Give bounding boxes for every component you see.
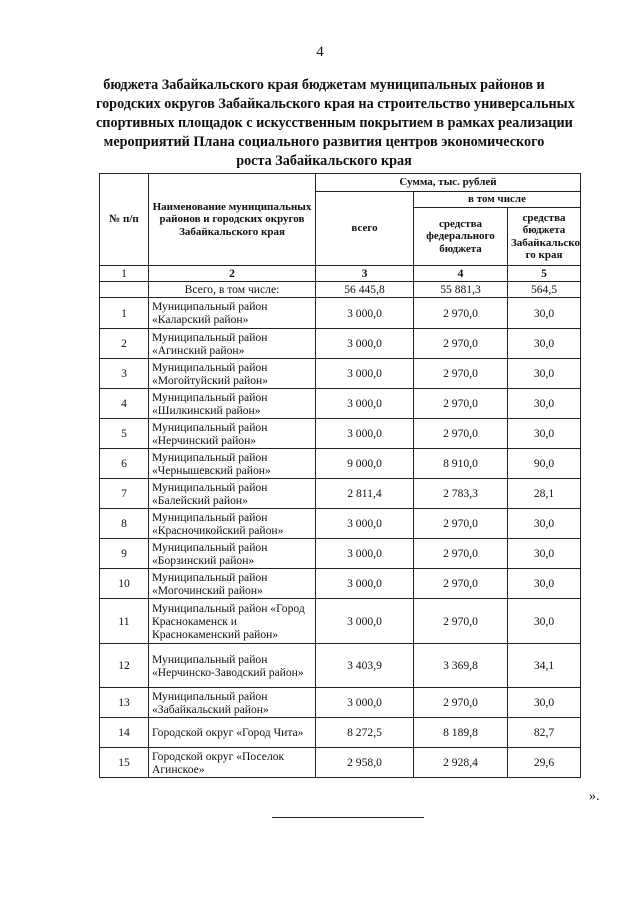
- row-no: 11: [100, 599, 149, 644]
- title-line: мероприятий Плана социального развития центров экономического: [103, 134, 545, 150]
- row-regional: 30,0: [508, 688, 581, 718]
- row-total: 3 000,0: [316, 329, 414, 359]
- row-regional: 30,0: [508, 509, 581, 539]
- row-regional: 30,0: [508, 298, 581, 329]
- column-number: 2: [149, 266, 316, 282]
- row-no: 1: [100, 298, 149, 329]
- row-name: Муниципальный район «Агинский район»: [149, 329, 316, 359]
- total-no-cell: [100, 282, 149, 298]
- row-total: 3 000,0: [316, 389, 414, 419]
- subsidy-table: [99, 173, 581, 778]
- row-total: 2 811,4: [316, 479, 414, 509]
- row-total: 3 000,0: [316, 569, 414, 599]
- row-no: 4: [100, 389, 149, 419]
- row-federal: 2 970,0: [414, 599, 508, 644]
- row-regional: 30,0: [508, 599, 581, 644]
- row-regional: 30,0: [508, 569, 581, 599]
- row-name: Муниципальный район «Шилкинский район»: [149, 389, 316, 419]
- row-no: 2: [100, 329, 149, 359]
- row-regional: 30,0: [508, 329, 581, 359]
- total-regional: 564,5: [508, 282, 581, 298]
- row-regional: 90,0: [508, 449, 581, 479]
- header-no: № п/п: [100, 174, 149, 266]
- header-regional: средства бюджета Забайкальско го края: [508, 208, 581, 266]
- table-row: [100, 359, 581, 389]
- row-name: Муниципальный район «Забайкальский район»: [149, 688, 316, 718]
- row-no: 9: [100, 539, 149, 569]
- row-total: 3 000,0: [316, 298, 414, 329]
- title-line: бюджета Забайкальского края бюджетам муниципальных районов и: [103, 77, 545, 93]
- row-regional: 30,0: [508, 419, 581, 449]
- row-total: 9 000,0: [316, 449, 414, 479]
- row-name: Муниципальный район «Каларский район»: [149, 298, 316, 329]
- table-row: [100, 449, 581, 479]
- column-number: 3: [316, 266, 414, 282]
- column-number: 5: [508, 266, 581, 282]
- row-no: 13: [100, 688, 149, 718]
- row-total: 3 000,0: [316, 539, 414, 569]
- table-row: [100, 329, 581, 359]
- page-number: 4: [316, 44, 324, 60]
- row-total: 3 000,0: [316, 509, 414, 539]
- row-name: Муниципальный район «Город Краснокаменск и Краснокаменский район»: [149, 599, 316, 644]
- header-name: Наименование муниципальных районов и городских округов Забайкальского края: [149, 174, 316, 266]
- table-row: [100, 479, 581, 509]
- row-total: 3 000,0: [316, 419, 414, 449]
- row-name: Муниципальный район «Балейский район»: [149, 479, 316, 509]
- row-name: Муниципальный район «Могойтуйский район»: [149, 359, 316, 389]
- row-federal: 3 369,8: [414, 644, 508, 688]
- table-row: [100, 509, 581, 539]
- column-number-row: [100, 266, 581, 282]
- row-federal: 2 970,0: [414, 298, 508, 329]
- row-federal: 2 928,4: [414, 748, 508, 778]
- row-name: Муниципальный район «Борзинский район»: [149, 539, 316, 569]
- row-federal: 2 783,3: [414, 479, 508, 509]
- row-name: Муниципальный район «Нерчинско-Заводский район»: [149, 644, 316, 688]
- row-regional: 30,0: [508, 359, 581, 389]
- row-regional: 28,1: [508, 479, 581, 509]
- row-federal: 2 970,0: [414, 419, 508, 449]
- row-federal: 2 970,0: [414, 389, 508, 419]
- table-row: [100, 644, 581, 688]
- row-regional: 29,6: [508, 748, 581, 778]
- table-row: [100, 688, 581, 718]
- row-regional: 30,0: [508, 539, 581, 569]
- row-total: 8 272,5: [316, 718, 414, 748]
- row-regional: 82,7: [508, 718, 581, 748]
- row-no: 7: [100, 479, 149, 509]
- row-federal: 2 970,0: [414, 329, 508, 359]
- row-total: 2 958,0: [316, 748, 414, 778]
- row-no: 15: [100, 748, 149, 778]
- row-no: 5: [100, 419, 149, 449]
- title-line: спортивных площадок с искусственным покрытием в рамках реализации: [96, 115, 573, 131]
- row-no: 6: [100, 449, 149, 479]
- table-row: [100, 419, 581, 449]
- row-no: 14: [100, 718, 149, 748]
- header-total: всего: [316, 192, 414, 266]
- total-federal: 55 881,3: [414, 282, 508, 298]
- row-regional: 34,1: [508, 644, 581, 688]
- row-name: Муниципальный район «Нерчинский район»: [149, 419, 316, 449]
- total-label: Всего, в том числе:: [149, 282, 316, 298]
- document-title: [96, 76, 575, 171]
- header-federal: средства федерального бюджета: [414, 208, 508, 266]
- row-name: Городской округ «Поселок Агинское»: [149, 748, 316, 778]
- row-no: 3: [100, 359, 149, 389]
- row-federal: 2 970,0: [414, 688, 508, 718]
- row-no: 12: [100, 644, 149, 688]
- total-row: [100, 282, 581, 298]
- row-name: Городской округ «Город Чита»: [149, 718, 316, 748]
- separator-line: [272, 817, 424, 818]
- row-total: 3 000,0: [316, 359, 414, 389]
- column-number: 1: [100, 266, 149, 282]
- row-no: 10: [100, 569, 149, 599]
- row-federal: 2 970,0: [414, 569, 508, 599]
- row-total: 3 000,0: [316, 688, 414, 718]
- total-sum: 56 445,8: [316, 282, 414, 298]
- table-row: [100, 389, 581, 419]
- table-row: [100, 539, 581, 569]
- title-line: роста Забайкальского края: [236, 153, 412, 169]
- table-row: [100, 569, 581, 599]
- row-name: Муниципальный район «Чернышевский район»: [149, 449, 316, 479]
- row-total: 3 000,0: [316, 599, 414, 644]
- row-federal: 2 970,0: [414, 359, 508, 389]
- table-row: [100, 718, 581, 748]
- row-federal: 2 970,0: [414, 509, 508, 539]
- row-total: 3 403,9: [316, 644, 414, 688]
- closing-quote-mark: ».: [589, 789, 600, 804]
- row-name: Муниципальный район «Красночикойский район»: [149, 509, 316, 539]
- title-line: городских округов Забайкальского края на строительство универсальных: [96, 96, 575, 112]
- header-sum: Сумма, тыс. рублей: [316, 174, 581, 192]
- column-number: 4: [414, 266, 508, 282]
- table-row: [100, 748, 581, 778]
- row-no: 8: [100, 509, 149, 539]
- row-federal: 2 970,0: [414, 539, 508, 569]
- table-row: [100, 298, 581, 329]
- row-federal: 8 910,0: [414, 449, 508, 479]
- row-federal: 8 189,8: [414, 718, 508, 748]
- row-name: Муниципальный район «Могочинский район»: [149, 569, 316, 599]
- header-including: в том числе: [414, 192, 581, 208]
- table-row: [100, 599, 581, 644]
- row-regional: 30,0: [508, 389, 581, 419]
